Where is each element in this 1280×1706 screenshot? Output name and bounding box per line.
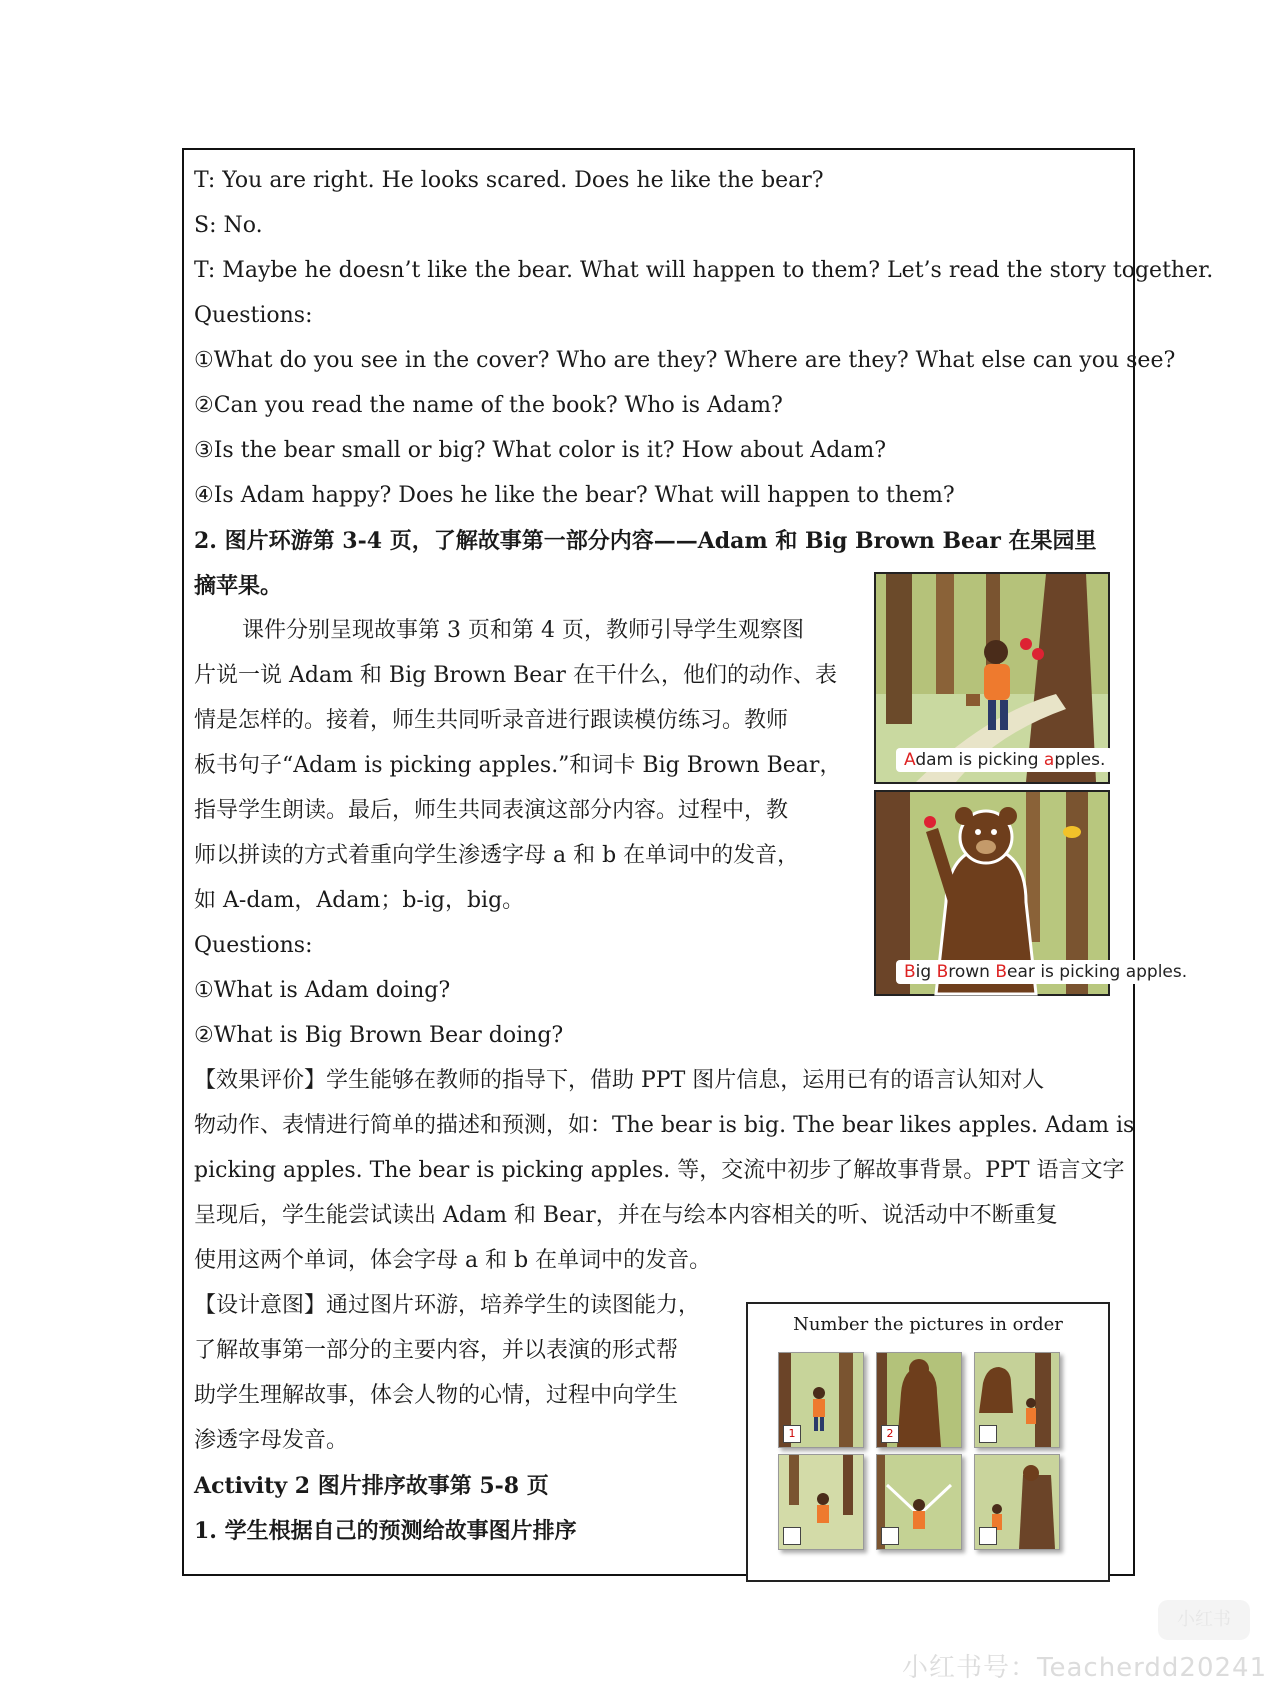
question-item: ②What is Big Brown Bear doing?	[194, 1023, 564, 1048]
order-number-box[interactable]	[979, 1527, 997, 1545]
illustration-bear-picking-apples	[874, 790, 1188, 996]
design-line: 渗透字母发音。	[194, 1428, 349, 1453]
watermark-logo: 小红书	[1158, 1600, 1250, 1640]
story-thumbnail	[876, 1352, 962, 1448]
question-item: ①What do you see in the cover? Who are they? Where are they? What else can you see?	[194, 348, 1176, 373]
section-heading-cont: 摘苹果。	[194, 573, 283, 599]
illustration-adam-picking-apples	[874, 572, 1110, 784]
dialogue-line-1: T: You are right. He looks scared. Does he like the bear?	[194, 168, 824, 193]
order-number-box[interactable]: 1	[783, 1425, 801, 1443]
caption-letter: B	[936, 962, 949, 982]
questions-label: Questions:	[194, 303, 313, 328]
evaluation-line: 呈现后，学生能尝试读出 Adam 和 Bear，并在与绘本内容相关的听、说活动中不断重复	[194, 1203, 1058, 1228]
evaluation-line: 使用这两个单词，体会字母 a 和 b 在单词中的发音。	[194, 1248, 712, 1273]
evaluation-line: 物动作、表情进行简单的描述和预测，如：The bear is big. The bear likes apples. Adam is	[194, 1113, 1135, 1138]
evaluation-line: picking apples. The bear is picking apples. 等，交流中初步了解故事背景。PPT 语言文字	[194, 1158, 1125, 1183]
lesson-plan-table	[182, 148, 1214, 1576]
caption-text: rown	[948, 962, 996, 982]
story-thumbnail	[876, 1454, 962, 1550]
order-number-box[interactable]	[979, 1425, 997, 1443]
paragraph-line: 如 A-dam，Adam；b-ig，big。	[194, 888, 525, 913]
paragraph-line: 板书句子“Adam is picking apples.”和词卡 Big Brown Bear，	[194, 753, 842, 778]
paragraph-line: 片说一说 Adam 和 Big Brown Bear 在干什么，他们的动作、表	[194, 663, 837, 688]
paragraph-line: 指导学生朗读。最后，师生共同表演这部分内容。过程中，教	[194, 798, 789, 823]
paragraph-line: 师以拼读的方式着重向学生渗透字母 a 和 b 在单词中的发音，	[194, 843, 800, 868]
question-item: ②Can you read the name of the book? Who is Adam?	[194, 393, 783, 418]
story-thumbnail	[974, 1352, 1060, 1448]
question-item: ④Is Adam happy? Does he like the bear? What will happen to them?	[194, 483, 955, 508]
question-item: ①What is Adam doing?	[194, 978, 451, 1003]
caption-letter: B	[995, 962, 1008, 982]
paragraph-line: 课件分别呈现故事第 3 页和第 4 页，教师引导学生观察图	[242, 618, 804, 643]
question-item: ③Is the bear small or big? What color is it? How about Adam?	[194, 438, 887, 463]
order-number-box[interactable]: 2	[881, 1425, 899, 1443]
order-number-box[interactable]	[881, 1527, 899, 1545]
watermark-text: 小红书号：Teacherdd20241	[902, 1653, 1268, 1683]
illustration-caption	[896, 960, 1195, 984]
story-thumbnail	[974, 1454, 1060, 1550]
section-heading: 2. 图片环游第 3-4 页，了解故事第一部分内容——Adam 和 Big Brown Bear 在果园里	[194, 528, 1097, 554]
caption-text: ear is picking apples.	[1007, 962, 1188, 982]
caption-text: ig	[915, 962, 937, 982]
story-thumbnail	[778, 1352, 864, 1448]
picture-order-worksheet	[746, 1302, 1110, 1582]
order-number-box[interactable]	[783, 1527, 801, 1545]
questions-label: Questions:	[194, 933, 313, 958]
caption-letter: a	[1043, 750, 1055, 770]
evaluation-line: 【效果评价】学生能够在教师的指导下，借助 PPT 图片信息，运用已有的语言认知对人	[194, 1068, 1045, 1093]
dialogue-line-2: S: No.	[194, 213, 263, 238]
dialogue-line-3: T: Maybe he doesn’t like the bear. What will happen to them? Let’s read the story together.	[194, 258, 1214, 283]
caption-text: dam is picking	[915, 750, 1044, 770]
design-line: 了解故事第一部分的主要内容，并以表演的形式帮	[194, 1338, 679, 1363]
design-line: 【设计意图】通过图片环游，培养学生的读图能力，	[194, 1293, 701, 1318]
caption-text: pples.	[1054, 750, 1106, 770]
caption-letter: A	[904, 750, 916, 770]
activity-item: 1. 学生根据自己的预测给故事图片排序	[194, 1518, 577, 1544]
activity-heading: Activity 2 图片排序故事第 5-8 页	[194, 1473, 549, 1499]
design-line: 助学生理解故事，体会人物的心情，过程中向学生	[194, 1383, 679, 1408]
illustration-caption	[896, 748, 1113, 772]
story-thumbnail	[778, 1454, 864, 1550]
paragraph-line: 情是怎样的。接着，师生共同听录音进行跟读模仿练习。教师	[194, 708, 789, 733]
worksheet-title: Number the pictures in order	[793, 1314, 1063, 1335]
caption-letter: B	[904, 962, 916, 982]
